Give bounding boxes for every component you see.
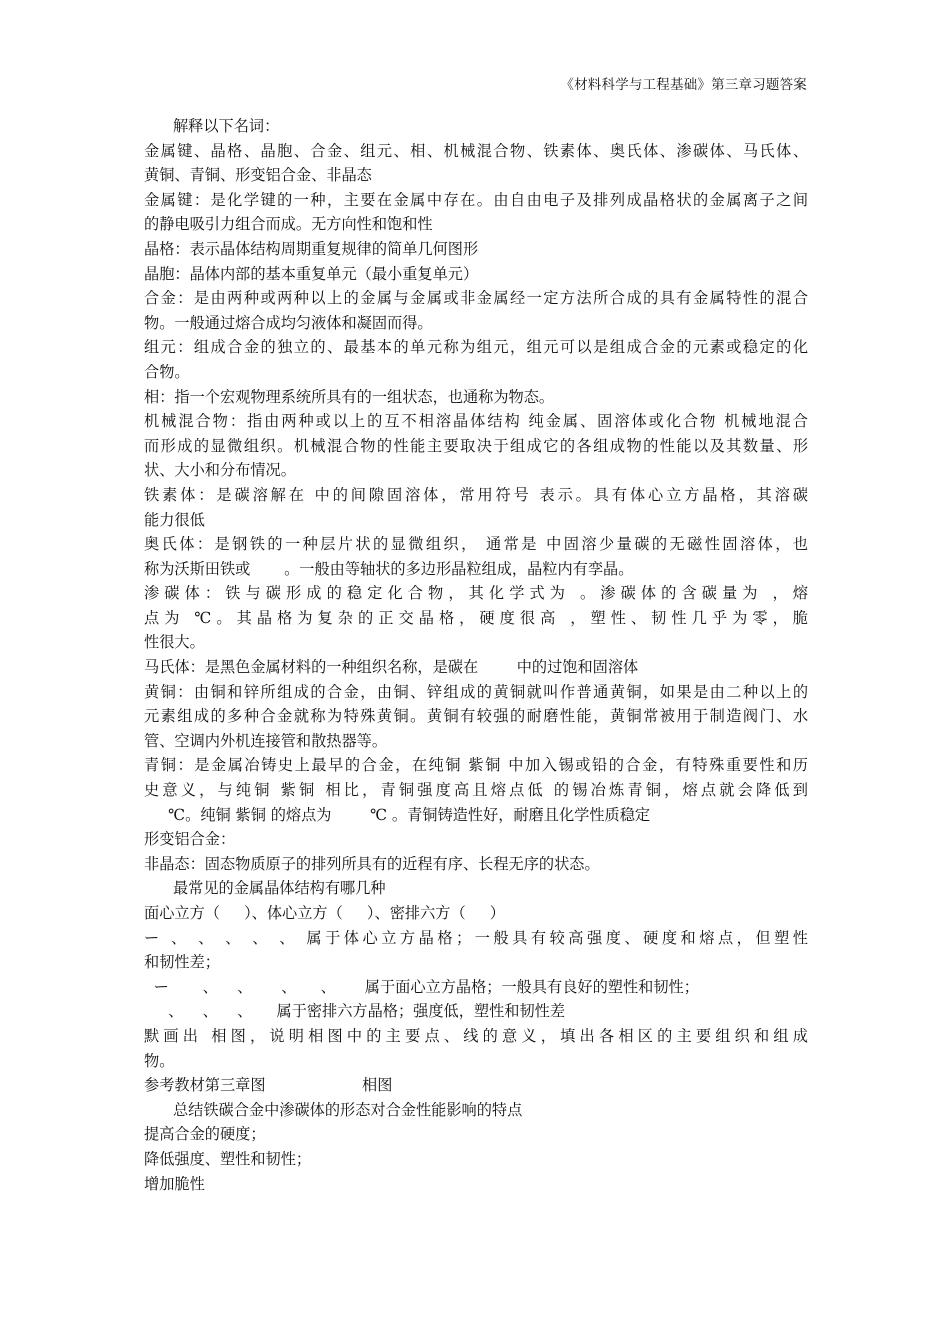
text-line: 状、大小和分布情况。: [144, 461, 296, 480]
text-line: 物。一般通过熔合成均匀液体和凝固而得。: [144, 313, 433, 332]
text-line: 性很大。: [144, 633, 205, 652]
text-line: 点为 ℃。其晶格为复杂的正交晶格，硬度很高 ，塑性、韧性几乎为零，脆: [144, 608, 808, 627]
text-line: 黄铜：由铜和锌所组成的合金，由铜、锌组成的黄铜就叫作普通黄铜，如果是由二种以上的: [144, 682, 808, 701]
text-line: 合物。: [144, 362, 190, 381]
text-line: 、 、 、 属于密排六方晶格；强度低，塑性和韧性差: [144, 1002, 566, 1021]
text-line: 面心立方（ ）、体心立方（ ）、密排六方（ ）: [144, 904, 505, 922]
text-line: ー 、 、 、 、 属于面心立方晶格；一般具有良好的塑性和韧性；: [144, 977, 699, 996]
text-line: 马氏体：是黑色金属材料的一种组织名称，是碳在 中的过饱和固溶体: [144, 658, 639, 677]
text-line: 元素组成的多种合金就称为特殊黄铜。黄铜有较强的耐磨性能，黄铜常被用于制造阀门、水: [144, 707, 808, 726]
text-line: 机械混合物：指由两种或以上的互不相溶晶体结构 纯金属、固溶体或化合物 机械地混合: [144, 412, 808, 431]
text-line: 晶格：表示晶体结构周期重复规律的简单几何图形: [144, 239, 479, 258]
text-line: 形变铝合金：: [144, 830, 236, 849]
text-line: 奥氏体：是钢铁的一种层片状的显微组织， 通常是 中固溶少量碳的无磁性固溶体，也: [144, 535, 808, 554]
document-body: [144, 114, 808, 1196]
text-line: 黄铜、青铜、形变铝合金、非晶态: [144, 166, 372, 185]
text-line: 渗碳体：铁与碳形成的稳定化合物，其化学式为 。渗碳体的含碳量为 ，熔: [144, 584, 808, 603]
text-line: 而形成的显微组织。机械混合物的性能主要取决于组成它的各组成物的性能以及其数量、形: [144, 436, 808, 455]
text-line: 增加脆性: [144, 1174, 205, 1193]
text-line: 青铜：是金属冶铸史上最早的合金，在纯铜 紫铜 中加入锡或铅的合金，有特殊重要性和历: [144, 756, 808, 775]
text-line: 降低强度、塑性和韧性；: [144, 1149, 312, 1168]
text-line: 参考教材第三章图 相图: [144, 1076, 393, 1095]
text-line: 组元：组成合金的独立的、最基本的单元称为组元，组元可以是组成合金的元素或稳定的化: [144, 338, 808, 357]
text-line: 的静电吸引力组合而成。无方向性和饱和性: [144, 215, 433, 234]
text-line: 相：指一个宏观物理系统所具有的一组状态，也通称为物态。: [144, 387, 555, 406]
text-line: 晶胞：晶体内部的基本重复单元（最小重复单元）: [144, 264, 479, 283]
text-line: 称为沃斯田铁或 。一般由等轴状的多边形晶粒组成，晶粒内有孪晶。: [144, 559, 634, 578]
text-line: 默画出 相图，说明相图中的主要点、线的意义，填出各相区的主要组织和组成: [144, 1026, 808, 1045]
text-line: ℃。纯铜 紫铜 的熔点为 ℃ 。青铜铸造性好，耐磨且化学性质稳定: [144, 805, 651, 824]
text-line: 解释以下名词：: [144, 117, 280, 135]
text-line: 非晶态：固态物质原子的排列所具有的近程有序、长程无序的状态。: [144, 854, 600, 873]
text-line: 提高合金的硬度；: [144, 1125, 266, 1144]
page-header: 《材料科学与工程基础》第三章习题答案: [560, 77, 807, 93]
text-line: 史意义，与纯铜 紫铜 相比，青铜强度高且熔点低 的锡冶炼青铜，熔点就会降低到: [144, 781, 808, 800]
text-line: ー 、 、 、 、 、 属于体心立方晶格；一般具有较高强度、硬度和熔点，但塑性: [144, 928, 808, 947]
text-line: 最常见的金属晶体结构有哪几种: [144, 879, 386, 898]
text-line: 能力很低: [144, 510, 205, 529]
text-line: 物。: [144, 1051, 175, 1070]
text-line: 金属键：是化学键的一种，主要在金属中存在。由自由电子及排列成晶格状的金属离子之间: [144, 190, 808, 209]
text-line: 合金：是由两种或两种以上的金属与金属或非金属经一定方法所合成的具有金属特性的混合: [144, 289, 808, 308]
text-line: 管、空调内外机连接管和散热器等。: [144, 731, 387, 750]
text-line: 金属键、晶格、晶胞、合金、组元、相、机械混合物、铁素体、奥氏体、渗碳体、马氏体、: [144, 141, 808, 160]
text-line: 总结铁碳合金中渗碳体的形态对合金性能影响的特点: [144, 1100, 523, 1119]
text-line: 和韧性差；: [144, 953, 220, 972]
text-line: 铁素体：是碳溶解在 中的间隙固溶体，常用符号 表示。具有体心立方晶格，其溶碳: [144, 485, 808, 504]
